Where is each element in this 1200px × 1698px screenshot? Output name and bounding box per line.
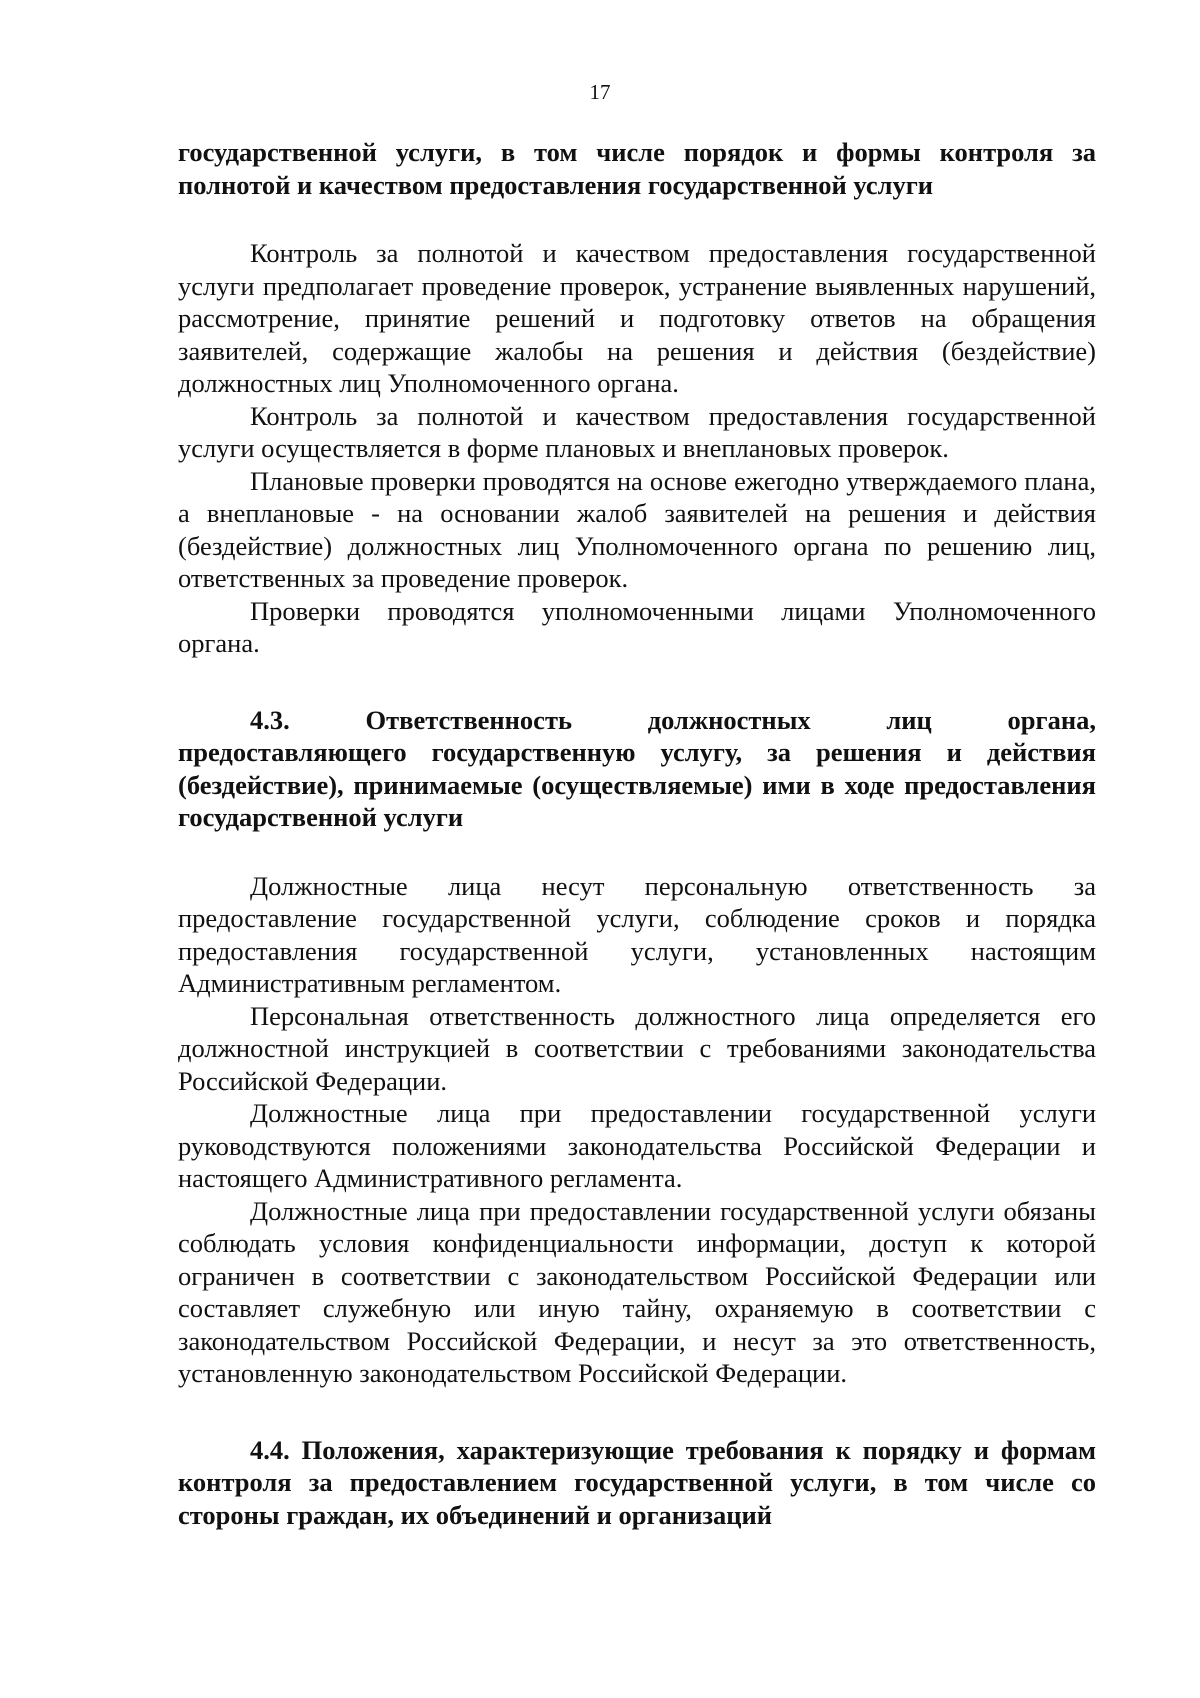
spacer: [178, 834, 1096, 870]
section-4-4-heading: [178, 1434, 1096, 1532]
heading-word: должностных: [647, 704, 811, 735]
section-number: 4.4.: [250, 1434, 290, 1465]
paragraph: Должностные лица при предоставлении государственной услуги руководствуются положениями законодательства Российской Федерации и настоящего Административного регламента.: [178, 1098, 1096, 1193]
paragraph: Проверки проводятся уполномоченными лицами Уполномоченного органа.: [178, 595, 1096, 658]
spacer: [178, 660, 1096, 704]
heading-word: лиц: [886, 704, 932, 735]
paragraph: Должностные лица при предоставлении государственной услуги обязаны соблюдать условия конфиденциальности информации, доступ к которой ограничен в соответствии с законодательством Российской Федерации или составляет служебную или иную тайну, охраняемую в соответствии с законодательством Российской Федерации, и несут за это ответственность, установленную законодательством Российской Федерации.: [178, 1195, 1096, 1388]
page-number: 17: [589, 80, 611, 104]
paragraph: Должностные лица несут персональную ответственность за предоставление государственной услуги, соблюдение сроков и порядка предоставления государственной услуги, установленных настоящим Административным регламентом.: [178, 870, 1096, 998]
document-body: [178, 136, 1096, 1531]
section-number: 4.3.: [250, 704, 290, 735]
paragraph: Плановые проверки проводятся на основе ежегодно утверждаемого плана, а внеплановые - на основании жалоб заявителей на решения и действия (бездействие) должностных лиц Уполномоченного органа по решению лиц, ответственных за проведение проверок.: [178, 465, 1096, 593]
section-4-3-heading-first-line: [178, 704, 1096, 737]
section-4-3-heading-rest: предоставляющего государственную услугу, за решения и действия (бездействие), принимаемые (осуществляемые) ими в ходе предоставления государственной услуги: [178, 737, 1096, 832]
paragraph: Персональная ответственность должностного лица определяется его должностной инструкцией в соответствии с требованиями законодательства Российской Федерации.: [178, 1000, 1096, 1096]
section-heading-continuation: государственной услуги, в том числе порядок и формы контроля за полнотой и качеством предоставления государственной услуги: [178, 137, 1096, 200]
heading-word: органа,: [1007, 704, 1096, 735]
paragraph: Контроль за полнотой и качеством предоставления государственной услуги осуществляется в форме плановых и внеплановых проверок.: [178, 400, 1096, 463]
spacer: [178, 201, 1096, 237]
heading-word: Ответственность: [365, 704, 572, 735]
section-title: Положения, характеризующие требования к порядку и формам контроля за предоставлением государственной услуги, в том числе со стороны граждан, их объединений и организаций: [178, 1434, 1097, 1530]
paragraph: Контроль за полнотой и качеством предоставления государственной услуги предполагает проведение проверок, устранение выявленных нарушений, рассмотрение, принятие решений и подготовку ответов на обращения заявителей, содержащие жалобы на решения и действия (бездействие) должностных лиц Уполномоченного органа.: [178, 238, 1096, 398]
spacer: [178, 1390, 1096, 1434]
